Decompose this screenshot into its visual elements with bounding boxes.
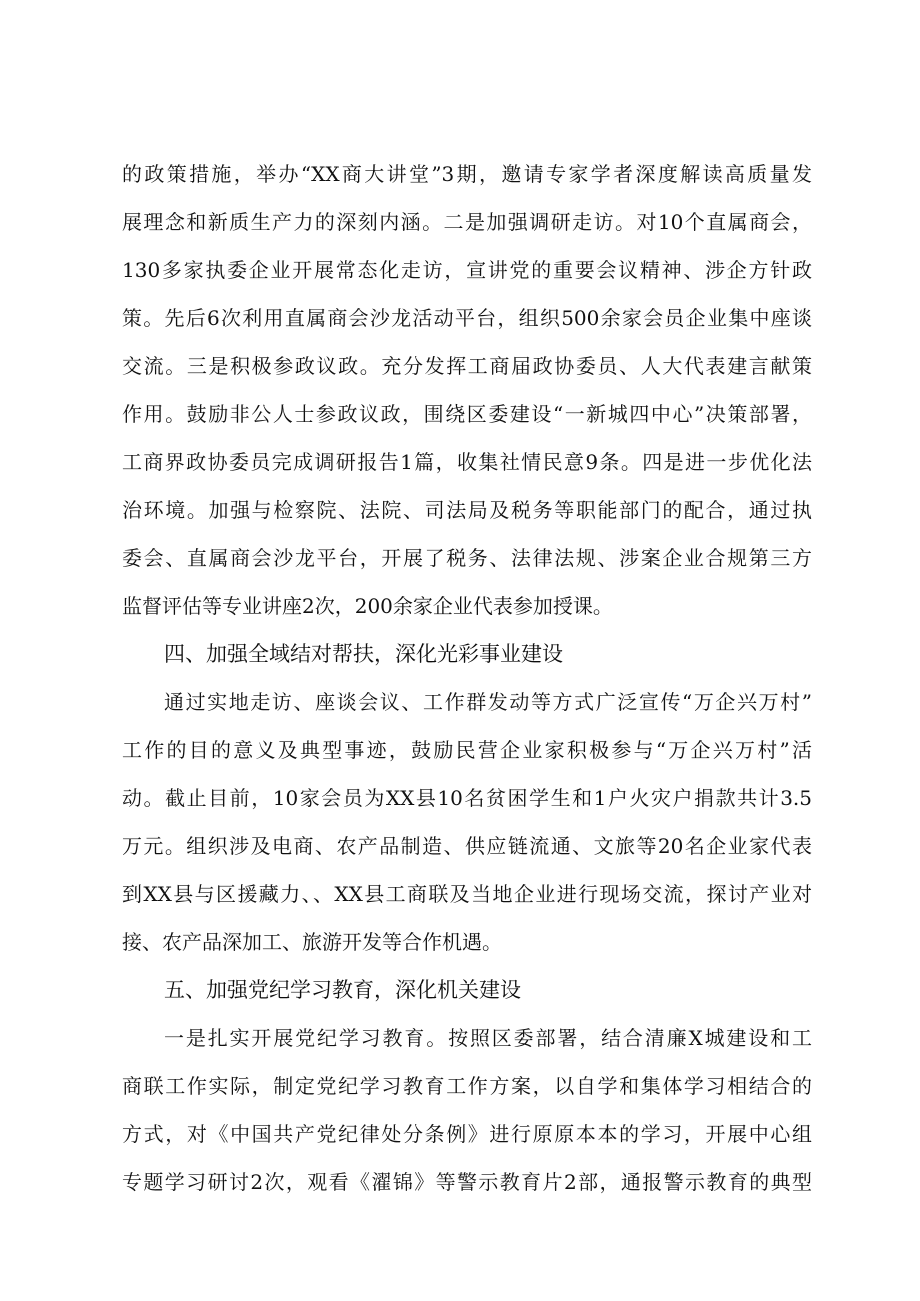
paragraph-line: 一是扎实开展党纪学习教育。按照区委部署，结合清廉X城建设和工 — [164, 1026, 812, 1050]
paragraph-line: 通过实地走访、座谈会议、工作群发动等方式广泛宣传“万企兴万村” — [164, 690, 812, 714]
paragraph-line: 130多家执委企业开展常态化走访，宣讲党的重要会议精神、涉企方针政 — [122, 258, 812, 282]
paragraph-line: 工作的目的意义及典型事迹，鼓励民营企业家积极参与“万企兴万村”活 — [122, 738, 812, 762]
paragraph-poverty-alleviation — [122, 678, 812, 966]
paragraph-line: 商联工作实际，制定党纪学习教育工作方案，以自学和集体学习相结合的 — [122, 1074, 812, 1098]
section-heading-5: 五、加强党纪学习教育，深化机关建设 — [164, 978, 521, 1002]
paragraph-line: 作用。鼓励非公人士参政议政，围绕区委建设“一新城四中心”决策部署， — [122, 402, 812, 426]
paragraph-line: 委会、直属商会沙龙平台，开展了税务、法律法规、涉案企业合规第三方 — [122, 546, 812, 570]
paragraph-line: 的政策措施，举办“XX商大讲堂”3期，邀请专家学者深度解读高质量发 — [122, 162, 812, 186]
document-body — [122, 150, 812, 1206]
paragraph-line: 工商界政协委员完成调研报告1篇，收集社情民意9条。四是进一步优化法 — [122, 450, 812, 474]
paragraph-line: 监督评估等专业讲座2次，200余家企业代表参加授课。 — [122, 594, 613, 618]
paragraph-line: 交流。三是积极参政议政。充分发挥工商届政协委员、人大代表建言献策 — [122, 354, 812, 378]
paragraph-line: 接、农产品深加工、旅游开发等合作机遇。 — [122, 930, 502, 954]
section-heading-4: 四、加强全域结对帮扶，深化光彩事业建设 — [164, 642, 563, 666]
paragraph-line: 专题学习研讨2次，观看《濯锦》等警示教育片2部，通报警示教育的典型 — [122, 1170, 812, 1194]
paragraph-continued — [122, 150, 812, 630]
paragraph-line: 方式，对《中国共产党纪律处分条例》进行原原本本的学习，开展中心组 — [122, 1122, 812, 1146]
paragraph-line: 动。截止目前，10家会员为XX县10名贫困学生和1户火灾户捐款共计3.5 — [122, 786, 812, 810]
paragraph-line: 到XX县与区援藏力、、XX县工商联及当地企业进行现场交流，探讨产业对 — [122, 882, 812, 906]
paragraph-line: 展理念和新质生产力的深刻内涵。二是加强调研走访。对10个直属商会， — [122, 210, 812, 234]
paragraph-line: 万元。组织涉及电商、农产品制造、供应链流通、文旅等20名企业家代表 — [122, 834, 812, 858]
paragraph-line: 治环境。加强与检察院、法院、司法局及税务等职能部门的配合，通过执 — [122, 498, 812, 522]
paragraph-party-discipline — [122, 1014, 812, 1206]
paragraph-line: 策。先后6次利用直属商会沙龙活动平台，组织500余家会员企业集中座谈 — [122, 306, 812, 330]
